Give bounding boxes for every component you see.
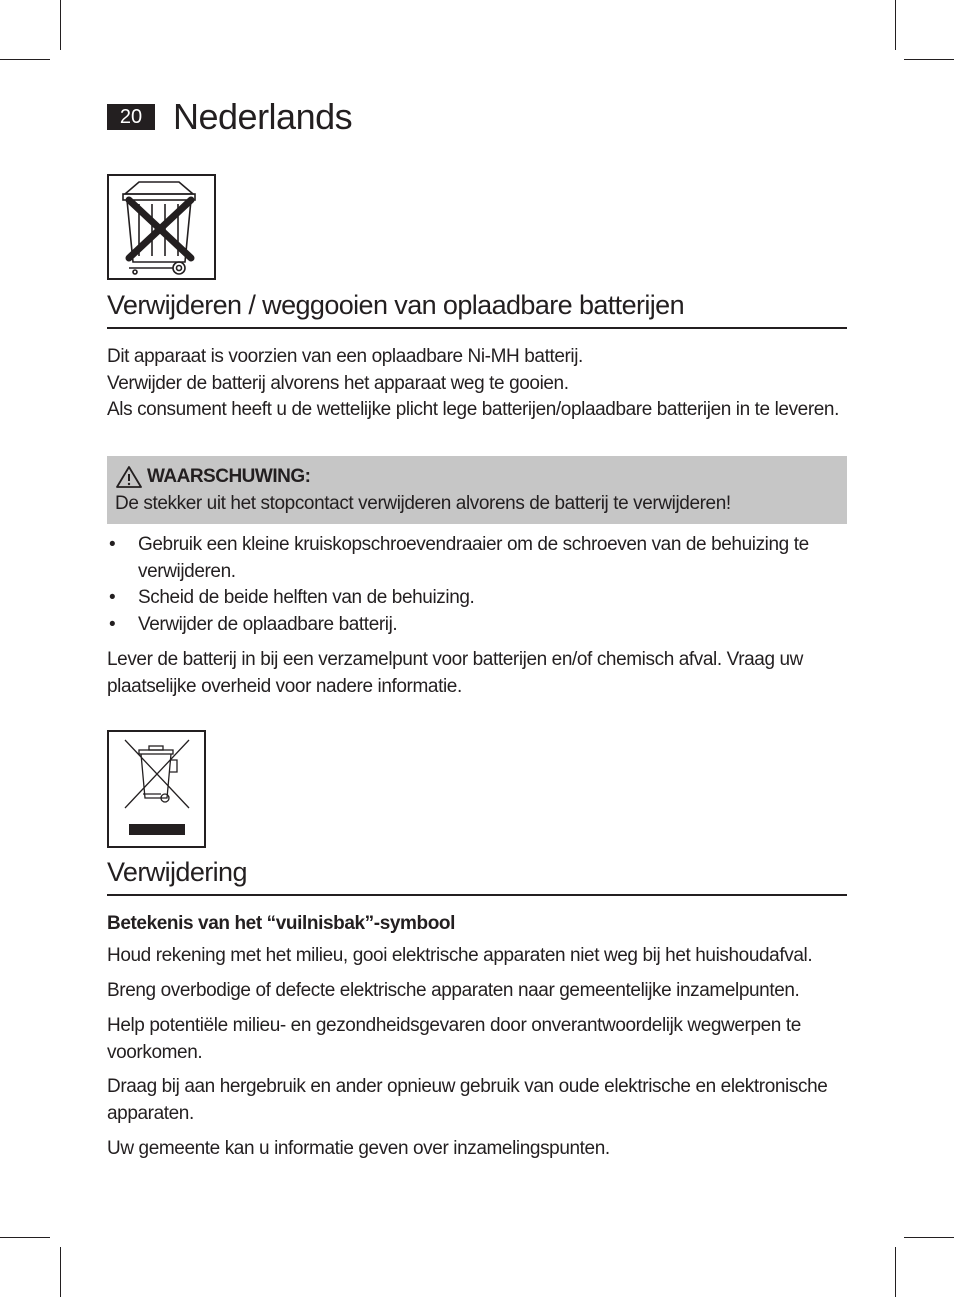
crop-mark (904, 59, 954, 60)
warning-text: De stekker uit het stopcontact verwijderen alvorens de batterij te verwijderen! (115, 493, 731, 514)
battery-closing: Lever de batterij in bij een verzamelpunt voor batterijen en/of chemisch afval. Vraag uw plaatselijke overheid voor nadere informatie. (107, 649, 803, 697)
crop-mark (0, 1237, 50, 1238)
disposal-paragraph: Houd rekening met het milieu, gooi elektrische apparaten niet weg bij het huishoudafval. (107, 945, 813, 966)
crop-mark (904, 1237, 954, 1238)
disposal-paragraph: Help potentiële milieu- en gezondheidsgevaren door onverantwoordelijk wegwerpen te voorkomen. (107, 1015, 801, 1063)
crossed-bin-battery-icon (107, 174, 216, 280)
crop-mark (60, 1247, 61, 1297)
intro-line: Verwijder de batterij alvorens het apparaat weg te gooien. (107, 372, 569, 394)
weee-crossed-bin-icon (107, 730, 206, 848)
battery-intro (107, 344, 847, 424)
warning-label: WAARSCHUWING: (147, 466, 311, 487)
list-item: • Gebruik een kleine kruiskopschroevendraaier om de schroeven van de behuizing te verwijderen. (107, 532, 847, 585)
warning-heading (115, 464, 839, 490)
page-number: 20 (107, 104, 155, 130)
crop-mark (895, 0, 896, 50)
section-title-disposal: Verwijdering (107, 857, 847, 896)
warning-triangle-icon (115, 465, 143, 489)
intro-line: Dit apparaat is voorzien van een oplaadbare Ni-MH batterij. (107, 346, 583, 367)
disposal-subtitle: Betekenis van het “vuilnisbak”-symbool (107, 913, 456, 934)
page-title: Nederlands (173, 96, 353, 137)
steps-list (107, 532, 847, 638)
crop-mark (60, 0, 61, 50)
page-header (107, 96, 352, 138)
list-item: • Scheid de beide helften van de behuizing. (107, 585, 847, 612)
crop-mark (895, 1247, 896, 1297)
disposal-paragraph: Uw gemeente kan u informatie geven over inzamelingspunten. (107, 1138, 610, 1159)
warning-box (107, 456, 847, 524)
crop-mark (0, 59, 50, 60)
list-item: • Verwijder de oplaadbare batterij. (107, 612, 847, 639)
disposal-paragraph: Breng overbodige of defecte elektrische apparaten naar gemeentelijke inzamelpunten. (107, 980, 800, 1001)
disposal-paragraph: Draag bij aan hergebruik en ander opnieuw gebruik van oude elektrische en elektronische apparaten. (107, 1076, 828, 1124)
section-title-battery: Verwijderen / weggooien van oplaadbare batterijen (107, 290, 847, 329)
intro-line: Als consument heeft u de wettelijke plicht lege batterijen/oplaadbare batterijen in te leveren. (107, 399, 839, 420)
